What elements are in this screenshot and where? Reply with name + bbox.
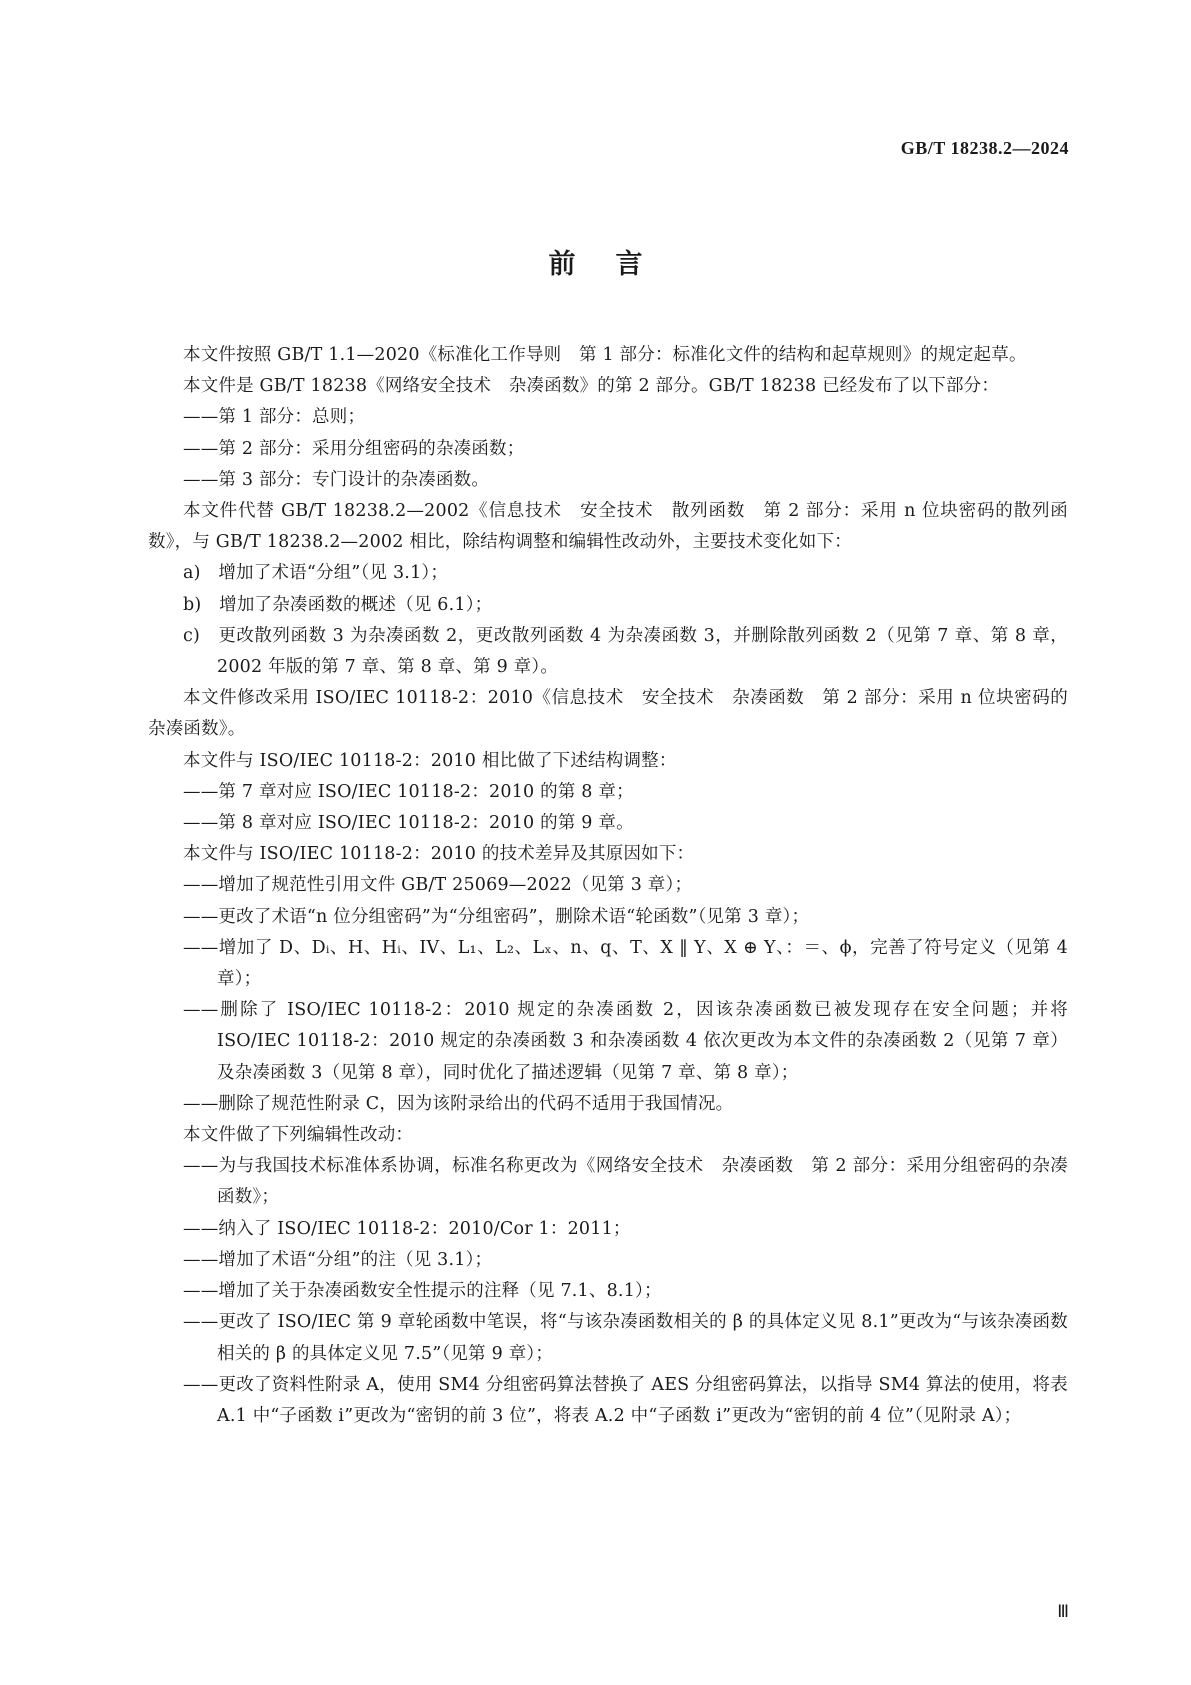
preface-body [148, 340, 1068, 1432]
paragraph: 本文件代替 GB/T 18238.2—2002《信息技术 安全技术 散列函数 第 2 部分：采用 n 位块密码的散列函数》，与 GB/T 18238.2—2002 相比，除结构调整和编辑性改动外，主要技术变化如下： [148, 501, 1068, 553]
list-item: ——增加了 D、Dᵢ、H、Hᵢ、IV、L₁、L₂、Lₓ、n、q、T、X ‖ Y、X ⊕ Y、：＝、ϕ，完善了符号定义（见第 4 章）； [183, 937, 1068, 990]
list-item: ——更改了资料性附录 A，使用 SM4 分组密码算法替换了 AES 分组密码算法，以指导 SM4 算法的使用，将表 A.1 中“子函数 i”更改为“密钥的前 3 位”，将表 A.2 中“子函数 i”更改为“密钥的前 4 位”（见附录 A）； [183, 1374, 1068, 1426]
list-item: ——删除了规范性附录 C，因为该附录给出的代码不适用于我国情况。 [183, 1093, 734, 1114]
list-item: ——第 7 章对应 ISO/IEC 10118-2：2010 的第 8 章； [183, 781, 634, 802]
list-item: ——更改了术语“n 位分组密码”为“分组密码”，删除术语“轮函数”（见第 3 章）； [183, 906, 810, 927]
paragraph: 本文件与 ISO/IEC 10118-2：2010 相比做了下述结构调整： [183, 750, 677, 771]
document-code: GB/T 18238.2—2024 [900, 138, 1069, 158]
list-item: ——纳入了 ISO/IEC 10118-2：2010/Cor 1：2011； [183, 1218, 631, 1239]
list-item: ——增加了术语“分组”的注（见 3.1）； [183, 1249, 493, 1270]
page-title: 前言 [548, 249, 683, 280]
list-item: ——第 1 部分：总则； [183, 407, 366, 428]
paragraph: 本文件按照 GB/T 1.1—2020《标准化工作导则 第 1 部分：标准化文件的结构和起草规则》的规定起草。 [183, 345, 1027, 365]
list-item: ——第 2 部分：采用分组密码的杂凑函数； [183, 438, 525, 459]
paragraph: 本文件是 GB/T 18238《网络安全技术 杂凑函数》的第 2 部分。GB/T 18238 已经发布了以下部分： [183, 376, 1000, 397]
list-item: ——更改了 ISO/IEC 第 9 章轮函数中笔误，将“与该杂凑函数相关的 β 的具体定义见 8.1”更改为“与该杂凑函数相关的 β 的具体定义见 7.5”（见第 9 章）； [183, 1312, 1068, 1364]
list-item: ——第 3 部分：专门设计的杂凑函数。 [183, 469, 490, 490]
list-item: ——增加了关于杂凑函数安全性提示的注释（见 7.1、8.1）； [183, 1281, 662, 1302]
paragraph: 本文件修改采用 ISO/IEC 10118-2：2010《信息技术 安全技术 杂凑函数 第 2 部分：采用 n 位块密码的杂凑函数》。 [148, 688, 1068, 740]
list-item: a) 增加了术语“分组”（见 3.1）； [183, 563, 449, 584]
list-item: b) 增加了杂凑函数的概述（见 6.1）； [183, 594, 493, 615]
page-number: Ⅲ [1057, 1602, 1069, 1621]
list-item: ——增加了规范性引用文件 GB/T 25069—2022（见第 3 章）； [183, 875, 693, 896]
list-item: ——第 8 章对应 ISO/IEC 10118-2：2010 的第 9 章。 [183, 813, 634, 834]
list-item: c) 更改散列函数 3 为杂凑函数 2，更改散列函数 4 为杂凑函数 3，并删除散列函数 2（见第 7 章、第 8 章，2002 年版的第 7 章、第 8 章、第 9 章）。 [183, 625, 1068, 678]
list-item: ——删除了 ISO/IEC 10118-2：2010 规定的杂凑函数 2，因该杂凑函数已被发现存在安全问题；并将 ISO/IEC 10118-2：2010 规定的杂凑函数 3 和杂凑函数 4 依次更改为本文件的杂凑函数 2（见第 7 章）及杂凑函数 3（见第 8 章），同时优化了描述逻辑（见第 7 章、第 8 章）； [183, 1000, 1068, 1083]
paragraph: 本文件与 ISO/IEC 10118-2：2010 的技术差异及其原因如下： [183, 844, 695, 865]
paragraph: 本文件做了下列编辑性改动： [183, 1125, 414, 1146]
list-item: ——为与我国技术标准体系协调，标准名称更改为《网络安全技术 杂凑函数 第 2 部分：采用分组密码的杂凑函数》； [183, 1156, 1068, 1208]
